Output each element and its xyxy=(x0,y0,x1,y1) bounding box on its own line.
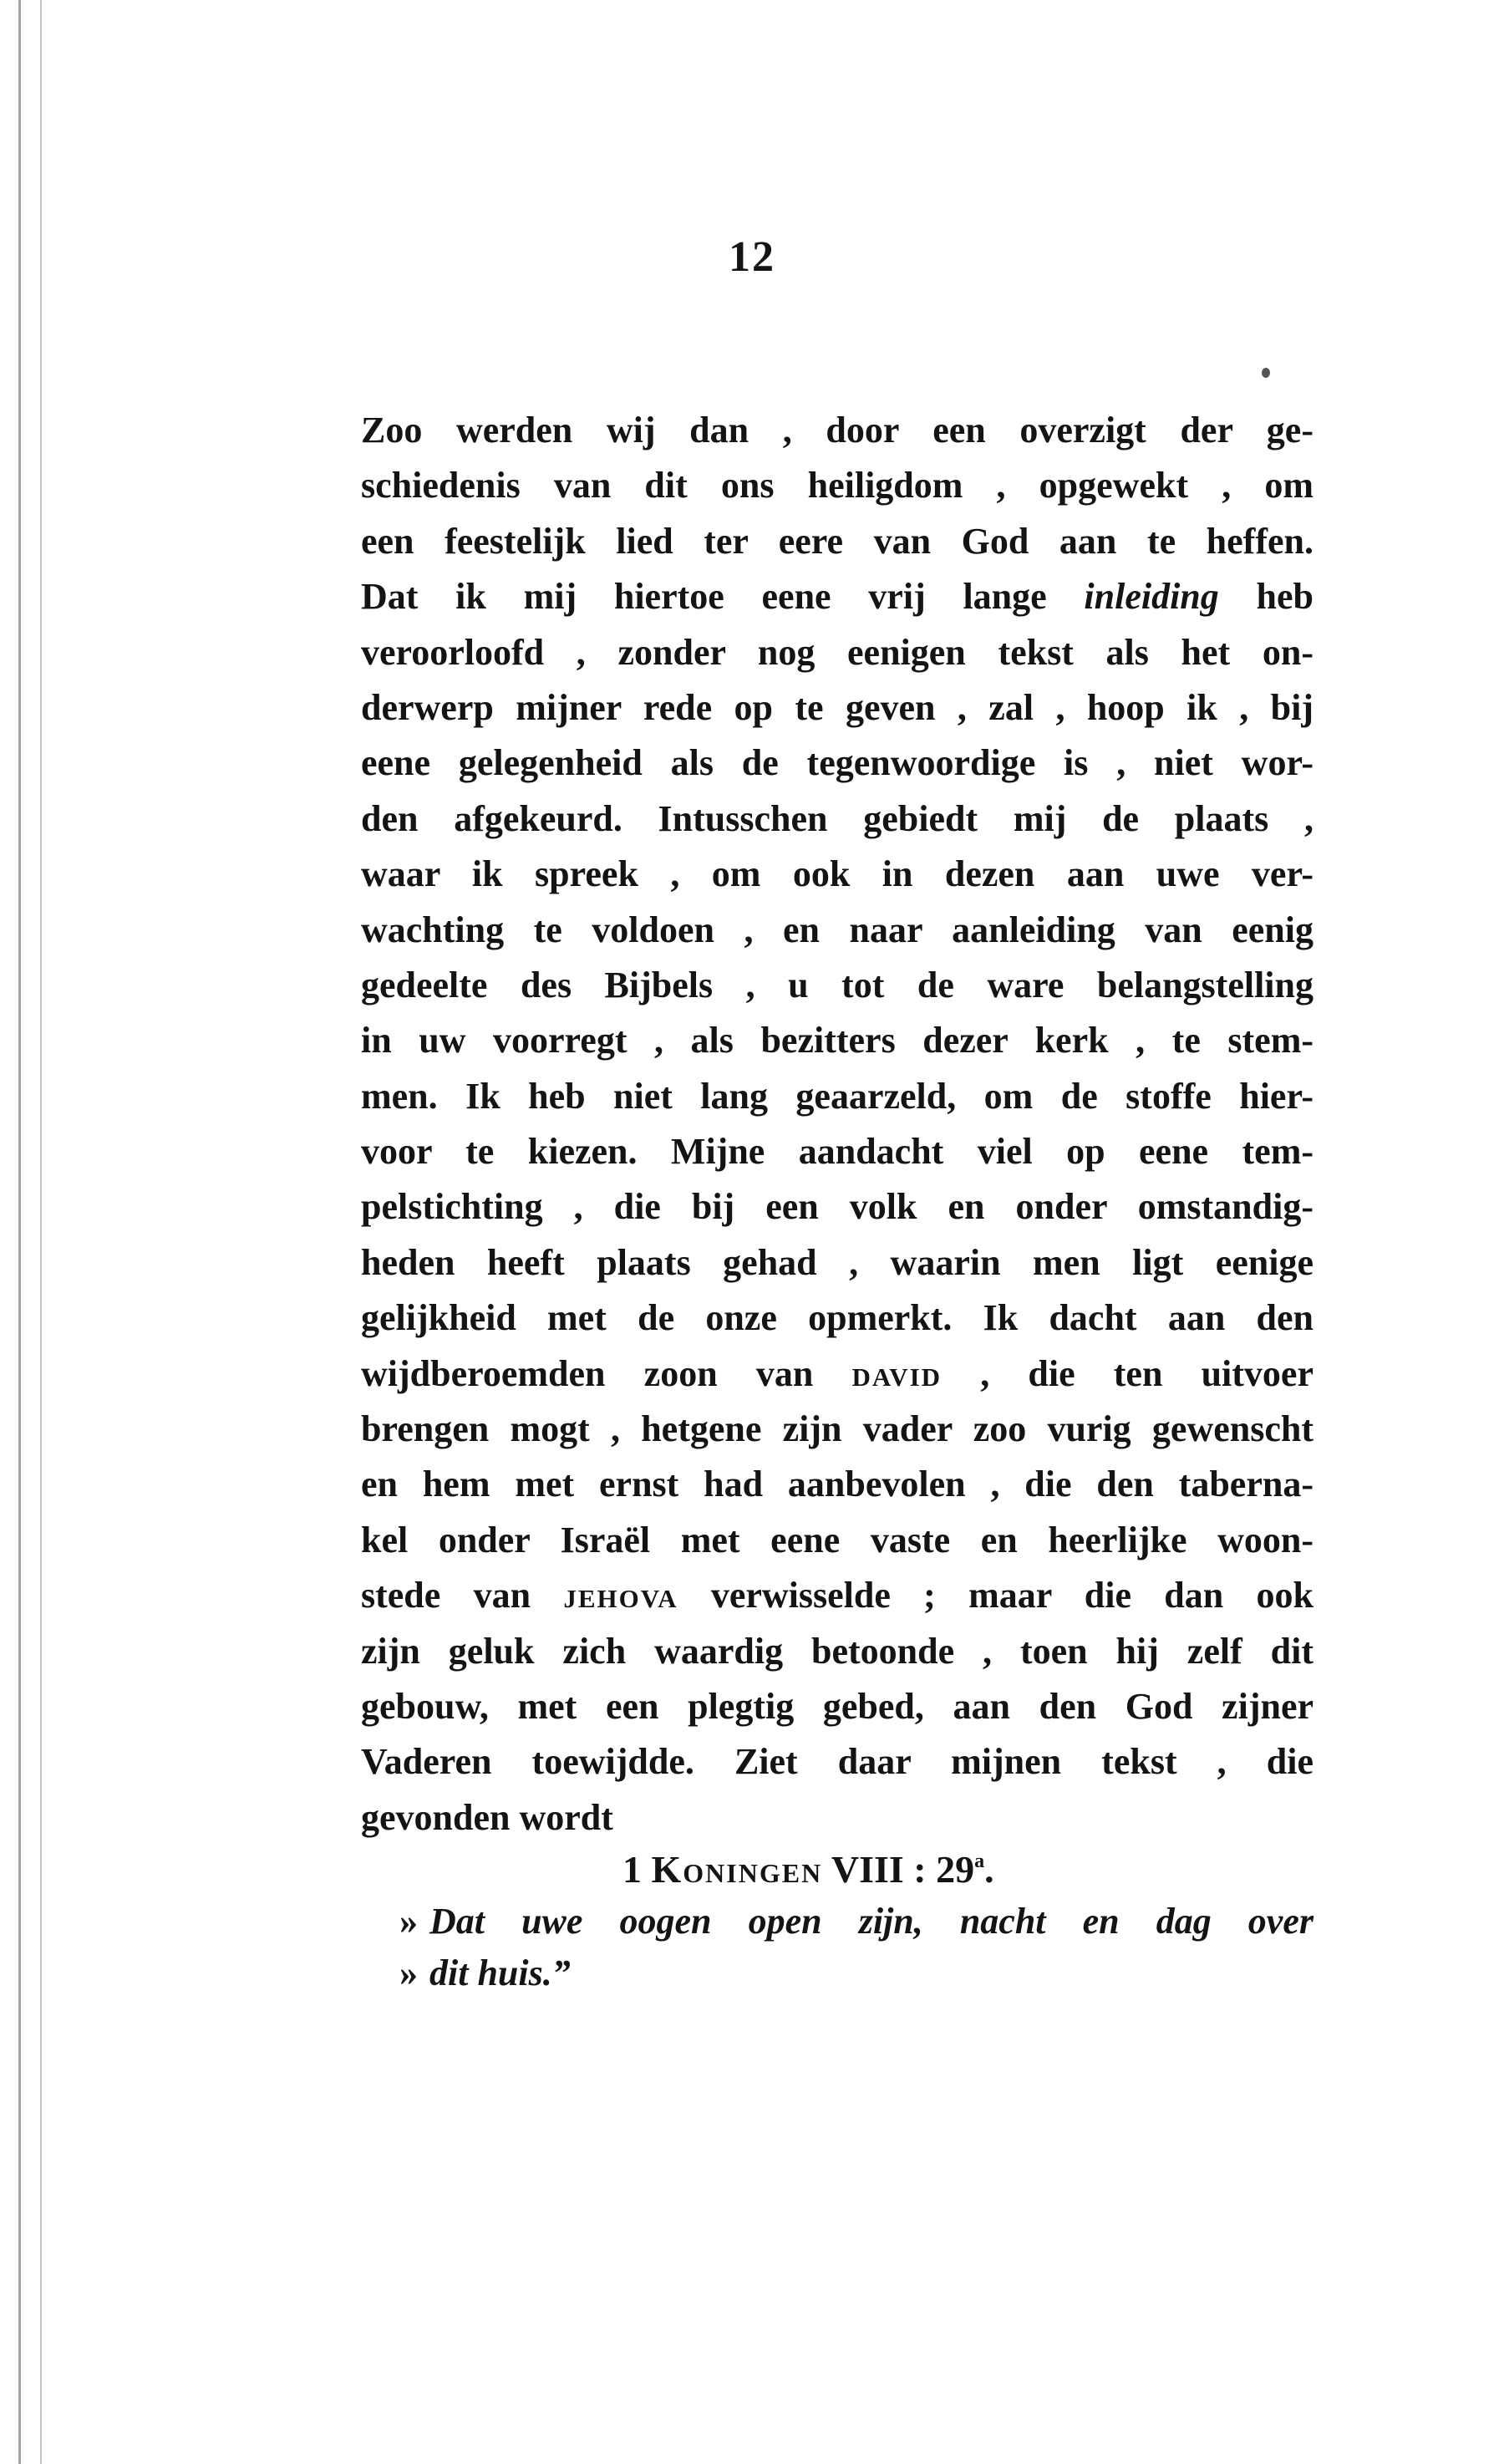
text-line xyxy=(361,1235,1313,1291)
ink-speck xyxy=(1262,368,1270,378)
body-text xyxy=(361,403,1313,1845)
text-line xyxy=(361,1624,1313,1679)
line-text: Dat ik mij hiertoe eene vrij lange xyxy=(361,576,1085,618)
text-line xyxy=(361,1790,1313,1845)
text-line xyxy=(361,403,1313,458)
quote-line xyxy=(399,1896,1313,1947)
text-line xyxy=(361,1069,1313,1124)
line-text: wachting te voldoen , en naar aanleiding van eenig xyxy=(361,909,1313,950)
text-line xyxy=(361,1402,1313,1457)
text-line xyxy=(361,1124,1313,1179)
line-text: waar ik spreek , om ook in dezen aan uwe ver- xyxy=(361,853,1313,895)
text-line xyxy=(361,1291,1313,1346)
line-text: men. Ik heb niet lang geaarzeld, om de stoffe hier- xyxy=(361,1075,1313,1117)
gutter-shadow xyxy=(40,0,42,2464)
line-text: schiedenis van dit ons heiligdom , opgewekt , om xyxy=(361,465,1313,507)
line-text: voor te kiezen. Mijne aandacht viel op eene tem- xyxy=(361,1131,1313,1173)
text-line xyxy=(361,792,1313,847)
quote-text: Dat uwe oogen open zijn, nacht en dag over xyxy=(429,1901,1313,1942)
text-line xyxy=(361,458,1313,513)
small-caps-name: david xyxy=(851,1352,943,1394)
text-line xyxy=(361,1568,1313,1623)
text-line xyxy=(361,1179,1313,1235)
line-text: heden heeft plaats gehad , waarin men ligt eenige xyxy=(361,1241,1313,1283)
text-line xyxy=(361,680,1313,736)
scripture-quote xyxy=(399,1896,1313,1999)
line-text: wijdberoemden zoon van xyxy=(361,1352,852,1394)
line-text: veroorloofd , zonder nog eenigen tekst als het on- xyxy=(361,631,1313,673)
line-text: eene gelegenheid als de tegenwoordige is , niet wor- xyxy=(361,742,1313,784)
gutter-shadow xyxy=(18,0,21,2464)
line-text: pelstichting , die bij een volk en onder omstandig- xyxy=(361,1186,1313,1228)
text-line xyxy=(361,1347,1313,1402)
citation-period: . xyxy=(984,1848,994,1891)
line-text: een feestelijk lied ter eere van God aan te heffen. xyxy=(361,520,1313,562)
quote-line xyxy=(399,1947,1313,1999)
line-text: Zoo werden wij dan , door een overzigt der ge- xyxy=(361,410,1313,451)
line-text: heb xyxy=(1218,576,1313,618)
text-line xyxy=(361,736,1313,791)
text-line xyxy=(361,1679,1313,1734)
line-text: stede van xyxy=(361,1575,564,1616)
emphasized-word: inleiding xyxy=(1084,576,1219,618)
line-text: , die ten uitvoer xyxy=(942,1352,1313,1394)
line-text: en hem met ernst had aanbevolen , die den taberna- xyxy=(361,1464,1313,1505)
verse-part: a xyxy=(974,1851,985,1872)
line-text: gevonden wordt xyxy=(361,1796,613,1838)
text-line xyxy=(361,958,1313,1013)
quote-text: dit huis.” xyxy=(429,1952,571,1993)
text-line xyxy=(361,569,1313,624)
book-name: Koningen xyxy=(651,1848,823,1891)
page-number: 12 xyxy=(729,233,775,281)
line-text: den afgekeurd. Intusschen gebiedt mij de plaats , xyxy=(361,797,1313,839)
text-line xyxy=(361,1013,1313,1068)
text-line xyxy=(361,514,1313,569)
line-text: gebouw, met een plegtig gebed, aan den God zijner xyxy=(361,1685,1313,1727)
line-text: derwerp mijner rede op te geven , zal , hoop ik , bij xyxy=(361,686,1313,728)
line-text: gelijkheid met de onze opmerkt. Ik dacht aan den xyxy=(361,1297,1313,1339)
text-line xyxy=(361,847,1313,902)
line-text: brengen mogt , hetgene zijn vader zoo vurig gewenscht xyxy=(361,1408,1313,1450)
quote-mark: » xyxy=(399,1952,418,1993)
text-line xyxy=(361,1734,1313,1789)
book-numeral: 1 xyxy=(622,1848,642,1891)
chapter-verse: VIII : 29 xyxy=(831,1848,975,1891)
scripture-reference xyxy=(622,1847,994,1891)
line-text: in uw voorregt , als bezitters dezer kerk , te stem- xyxy=(361,1020,1313,1061)
text-line xyxy=(361,1457,1313,1512)
line-text: Vaderen toewijdde. Ziet daar mijnen tekst , die xyxy=(361,1741,1313,1783)
line-text: zijn geluk zich waardig betoonde , toen hij zelf dit xyxy=(361,1630,1313,1672)
text-line xyxy=(361,903,1313,958)
line-text: gedeelte des Bijbels , u tot de ware belangstelling xyxy=(361,964,1313,1005)
text-line xyxy=(361,1513,1313,1568)
line-text: kel onder Israël met eene vaste en heerlijke woon- xyxy=(361,1519,1313,1560)
line-text: verwisselde ; maar die dan ook xyxy=(678,1575,1314,1616)
small-caps-name: jehova xyxy=(563,1575,678,1616)
quote-mark: » xyxy=(399,1901,418,1942)
text-line xyxy=(361,625,1313,680)
